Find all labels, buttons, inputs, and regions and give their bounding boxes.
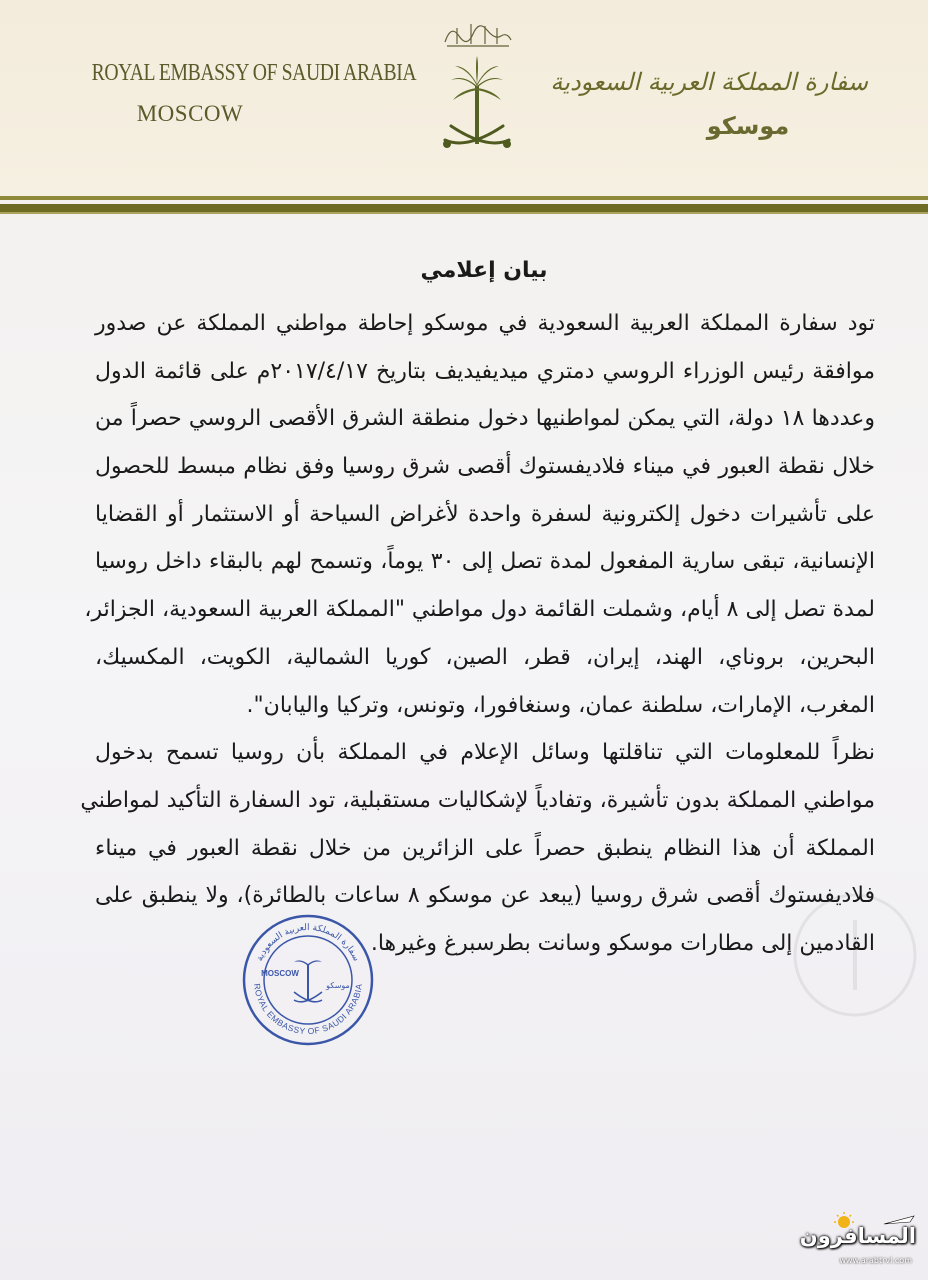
body-line: وعددها ١٨ دولة، التي يمكن لمواطنيها دخول منطقة الشرق الأقصى الروسي حصراً من	[95, 406, 875, 432]
letterhead-rule-bottom	[0, 212, 928, 214]
embassy-city-arabic: موسكو	[706, 112, 790, 140]
embassy-name-arabic: سفارة المملكة العربية السعودية	[550, 68, 868, 96]
document-title: بيان إعلامي	[420, 258, 548, 283]
letterhead-arabic	[550, 68, 868, 140]
body-line: المغرب، الإمارات، سلطنة عمان، وسنغافورا، وتونس، وتركيا واليابان".	[246, 692, 875, 718]
body-line: البحرين، بروناي، الهند، إيران، قطر، الصين، كوريا الشمالية، الكويت، المكسيك،	[95, 644, 875, 670]
body-line: خلال نقطة العبور في ميناء فلاديفستوك أقصى شرق روسيا وفق نظام مبسط للحصول	[95, 454, 875, 480]
watermark-logo	[799, 1212, 922, 1272]
stamp-bottom-text: ROYAL EMBASSY OF SAUDI ARABIA	[252, 982, 364, 1037]
body-line: الإنسانية، تبقى سارية المفعول لمدة تصل إلى ٣٠ يوماً، وتسمح لهم بالبقاء داخل روسيا	[95, 549, 876, 575]
letterhead-english	[70, 60, 417, 127]
letterhead-rule-main	[0, 204, 928, 212]
body-line: القادمين إلى مطارات موسكو وسانت بطرسبرغ وغيرها.	[370, 930, 875, 956]
body-line: لمدة تصل إلى ٨ أيام، وشملت القائمة دول مواطني "المملكة العربية السعودية، الجزائر،	[84, 597, 875, 623]
embassy-city-english: MOSCOW	[136, 101, 244, 126]
document-body	[80, 300, 876, 968]
embassy-stamp-icon	[240, 912, 376, 1048]
faint-seal-icon	[790, 880, 920, 1030]
body-line: فلاديفستوك أقصى شرق روسيا (يبعد عن موسكو ٨ ساعات بالطائرة)، ولا ينطبق على	[95, 883, 876, 909]
watermark-brand: المسافرون	[799, 1224, 916, 1248]
body-line: مواطني المملكة بدون تأشيرة، وتفادياً لإشكاليات مستقبلية، تود السفارة التأكيد لمواطني	[80, 787, 875, 813]
saudi-emblem-icon	[437, 14, 517, 174]
watermark-url: www.arabtrvl.com	[839, 1256, 912, 1265]
stamp-left-text: MOSCOW	[261, 969, 299, 978]
stamp-top-text: سفارة المملكة العربية السعودية	[255, 923, 361, 963]
body-line: موافقة رئيس الوزراء الروسي دمتري ميديفيديف بتاريخ ٢٠١٧/٤/١٧م على قائمة الدول	[95, 358, 875, 384]
body-line: نظراً للمعلومات التي تناقلتها وسائل الإعلام في المملكة بأن روسيا تسمح بدخول	[95, 740, 875, 766]
stamp-right-text: موسكو	[326, 981, 350, 990]
body-line: على تأشيرات دخول إلكترونية لسفرة واحدة لأغراض السياحة أو الاستثمار أو القضايا	[95, 501, 875, 527]
letterhead	[0, 0, 928, 196]
embassy-name-english: ROYAL EMBASSY OF SAUDI ARABIA	[91, 60, 417, 86]
letterhead-rule-top	[0, 196, 928, 200]
body-line: تود سفارة المملكة العربية السعودية في موسكو إحاطة مواطني المملكة عن صدور	[95, 311, 875, 336]
body-line: المملكة أن هذا النظام ينطبق حصراً على الزائرين من خلال نقطة العبور في ميناء	[95, 835, 875, 861]
